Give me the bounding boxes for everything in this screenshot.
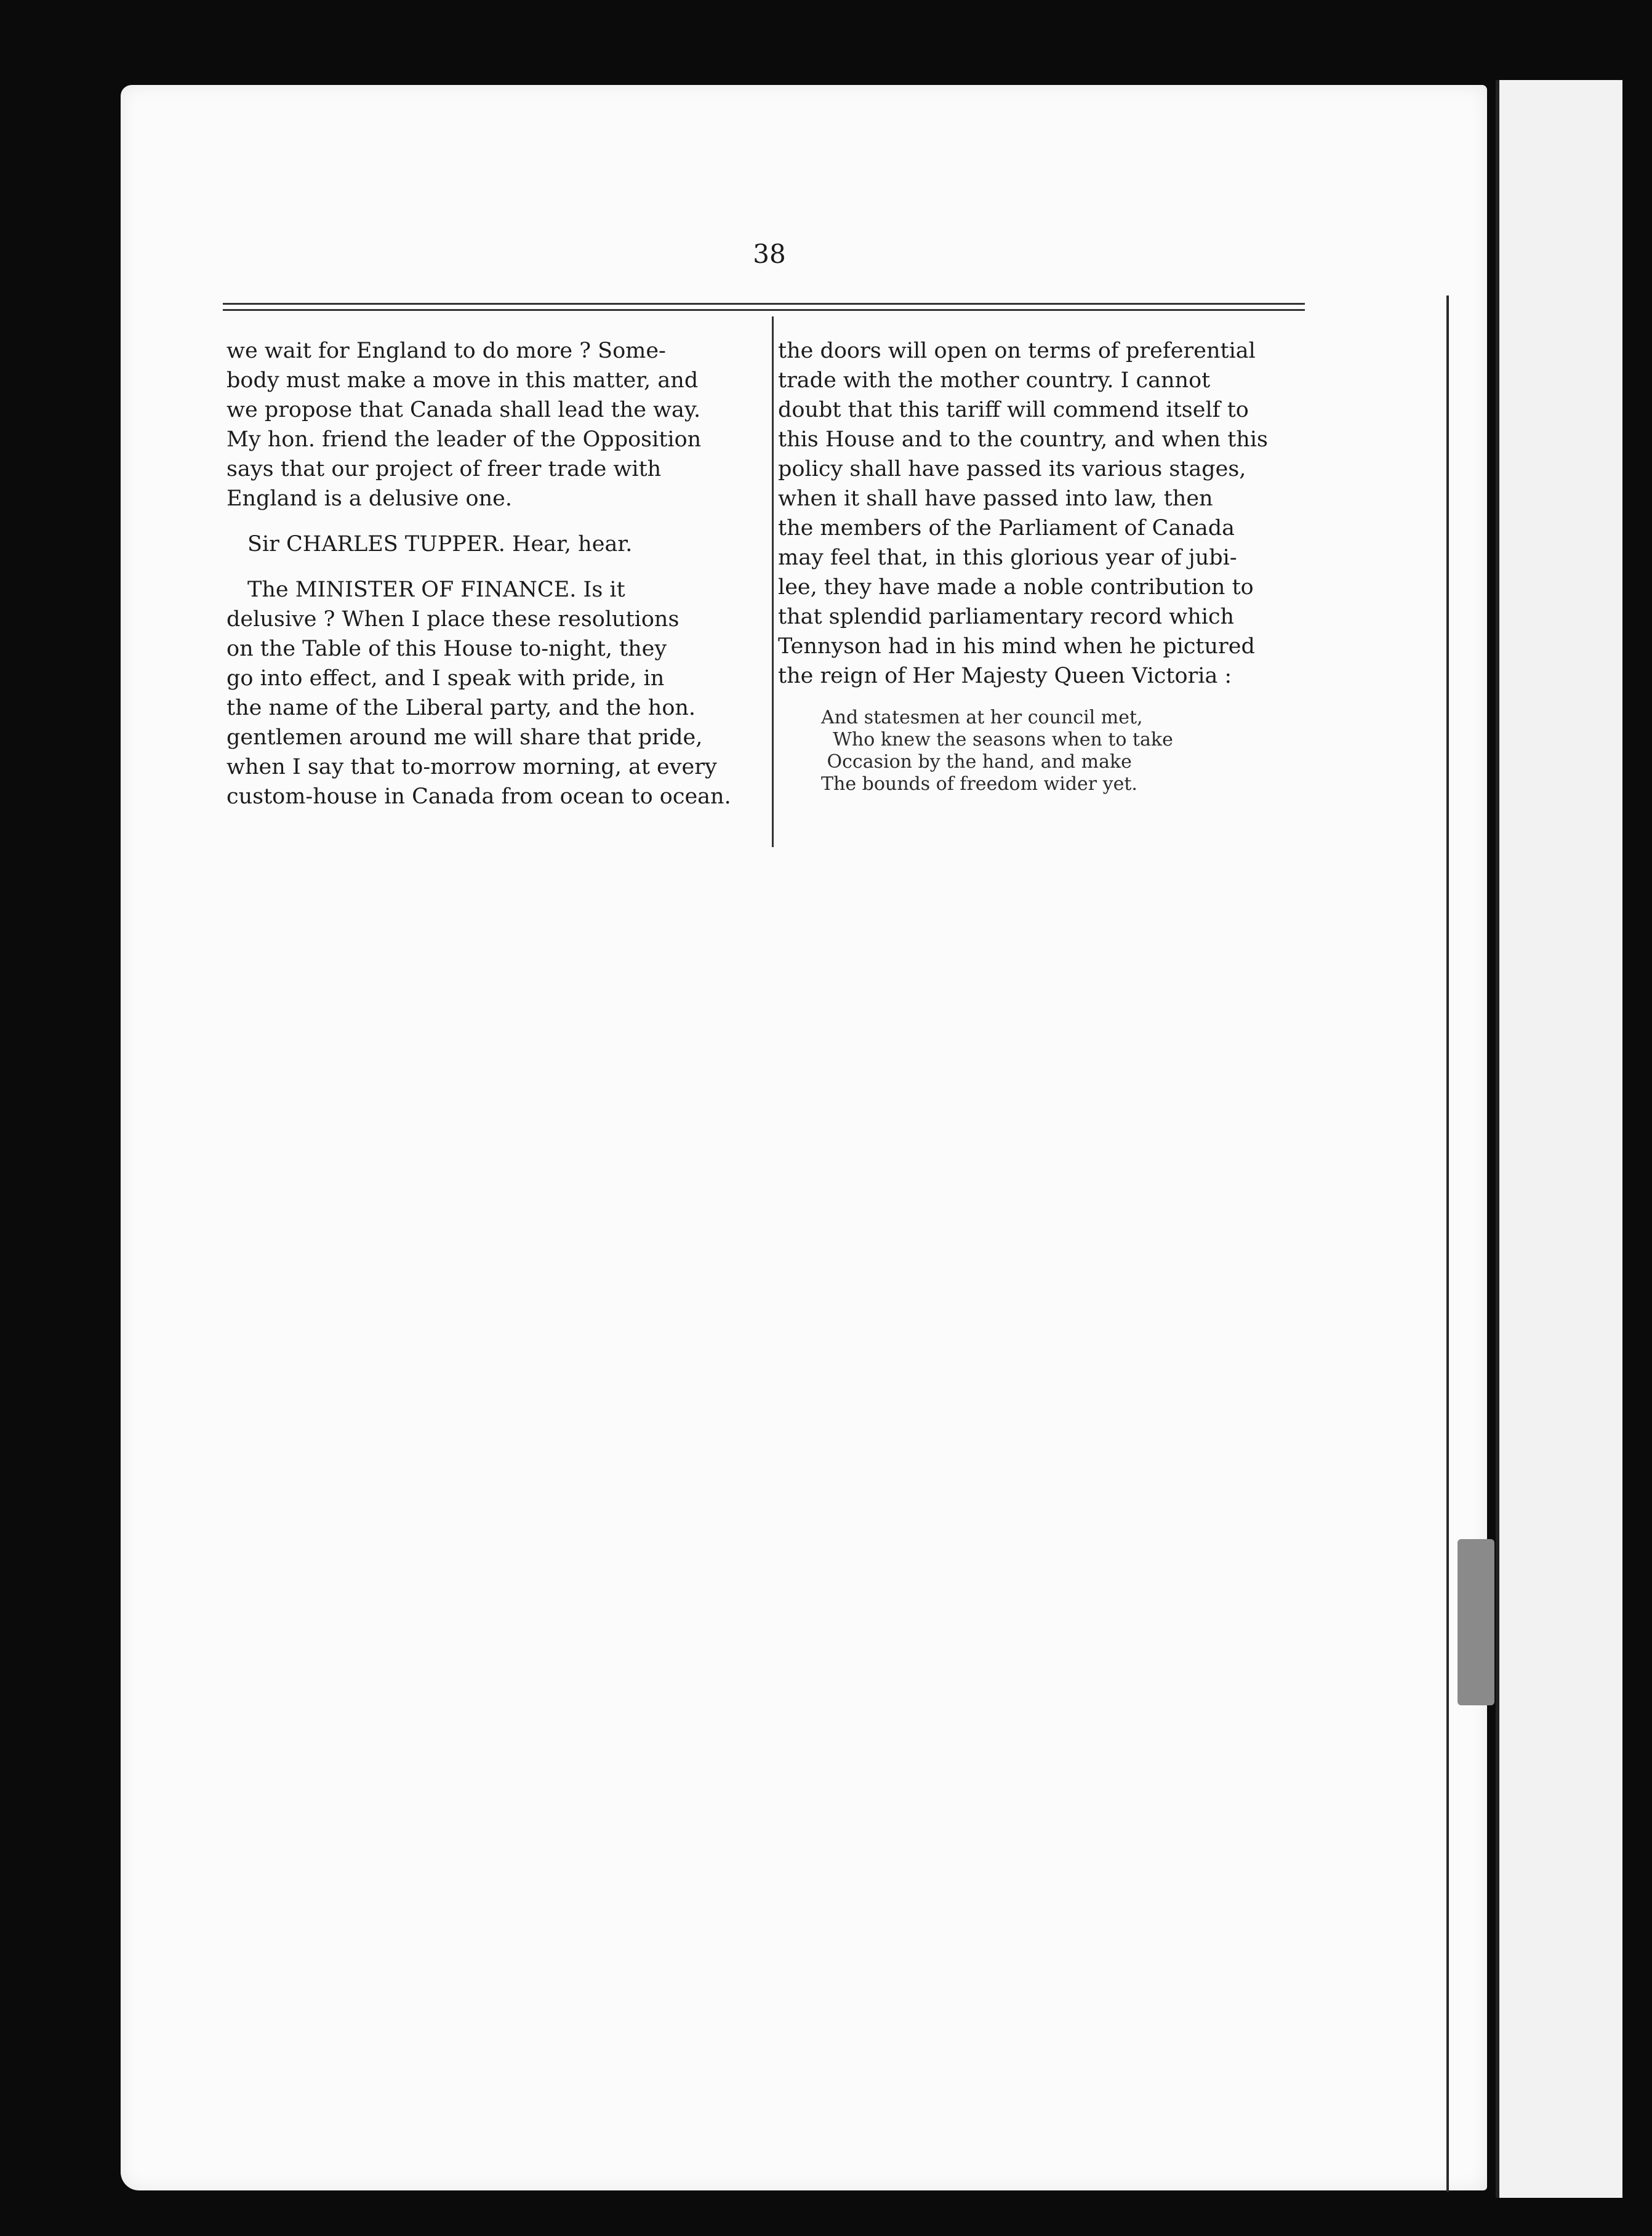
left-column bbox=[227, 336, 761, 827]
right-column bbox=[778, 336, 1310, 795]
left-paragraph-2: Sir CHARLES TUPPER. Hear, hear. bbox=[247, 532, 633, 557]
poem-line: Occasion by the hand, and make bbox=[821, 751, 1132, 773]
poem-quote bbox=[778, 707, 1310, 795]
left-paragraph-1: we wait for England to do more ? Some- body must make a move in this matter, and we propose that Canada shall lead the way. My hon. friend the leader of the Opposition says that our project of freer trade with England is a delusive one. bbox=[227, 339, 702, 511]
left-paragraph-3: The MINISTER OF FINANCE. Is it delusive ? When I place these resolutions on the Table of this House to-night, they go into effect, and I speak with pride, in the name of the Liberal party, and the hon. gentlemen around me will share that pride, when I say that to-morrow morning, at every custom-house in Canada from ocean to ocean. bbox=[227, 577, 731, 809]
adjacent-page-edge bbox=[1496, 80, 1622, 2198]
poem-line: The bounds of freedom wider yet. bbox=[821, 773, 1137, 795]
column-divider bbox=[772, 316, 774, 847]
header-rule-bottom bbox=[223, 309, 1305, 311]
header-rule-top bbox=[223, 303, 1305, 305]
torn-margin bbox=[1458, 1539, 1494, 1705]
poem-line: And statesmen at her council met, bbox=[821, 707, 1143, 728]
page-number: 38 bbox=[753, 239, 786, 269]
poem-line: Who knew the seasons when to take bbox=[821, 729, 1173, 750]
right-paragraph-1: the doors will open on terms of preferential trade with the mother country. I cannot doubt that this tariff will commend itself to this House and to the country, and when this policy shall have passed its various stages, when it shall have passed into law, then the members of the Parliament of Canada may feel that, in this glorious year of jubi- lee, they have made a noble contribution to that splendid parliamentary record which Tennyson had in his mind when he pictured the reign of Her Majesty Queen Victoria : bbox=[778, 339, 1268, 688]
page-fold-line bbox=[1446, 296, 1449, 2192]
